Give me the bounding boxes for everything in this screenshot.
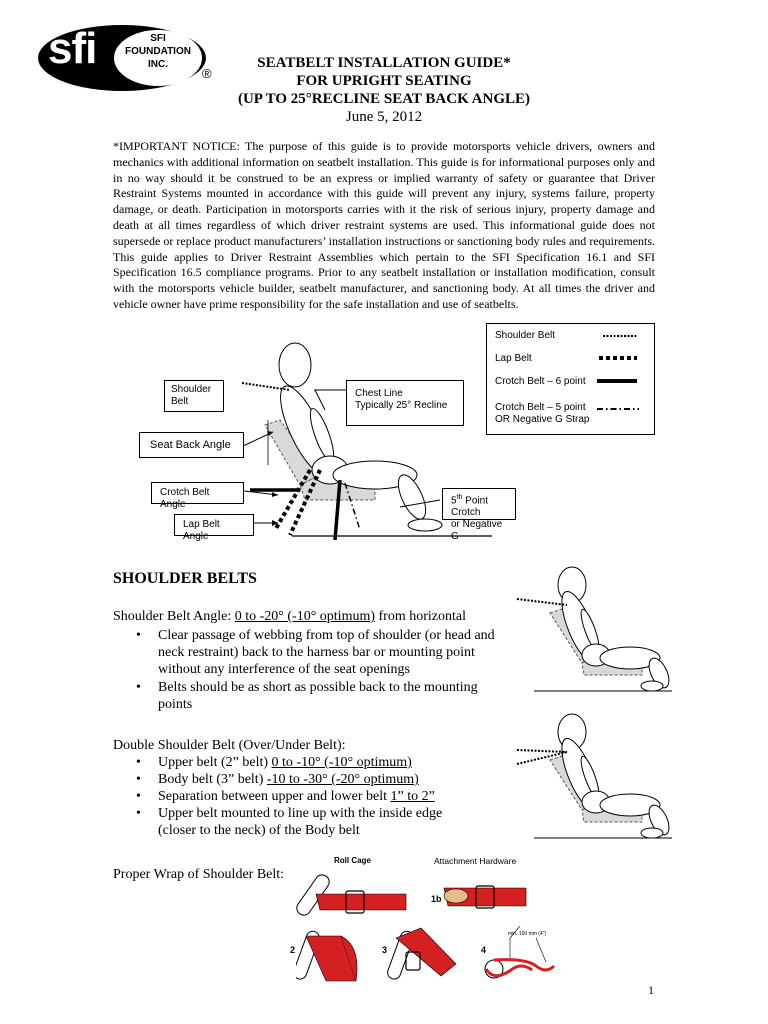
list-item: • Upper belt mounted to line up with the inside edge (closer to the neck) of the Body belt <box>118 805 478 839</box>
document-header <box>200 54 568 126</box>
double-shoulder-heading: Double Shoulder Belt (Over/Under Belt): <box>113 738 346 753</box>
list-item: • Upper belt (2” belt) 0 to -10° (-10° optimum) <box>118 754 478 771</box>
min-length-note: min. 100 mm (4") <box>508 931 547 937</box>
label-crotch-belt-angle-text: Crotch Belt Angle <box>160 487 210 510</box>
wrap-step-3 <box>386 928 456 981</box>
label-shoulder-belt-line2: Belt <box>171 396 189 407</box>
label-fifth-point-line1: 5th Point Crotch <box>451 494 488 519</box>
label-fifth-point <box>442 488 516 543</box>
legend-crotch5-line1: Crotch Belt – 5 point <box>495 402 586 413</box>
label-chest-line <box>346 380 464 426</box>
label-fifth-point-line2: or Negative G <box>451 519 503 543</box>
legend-swatches <box>487 324 654 434</box>
wrap-step-1a <box>296 872 406 918</box>
logo-org-line3: INC. <box>148 59 168 70</box>
label-lap-belt-angle-text: Lap Belt Angle <box>183 519 220 542</box>
logo-org-name <box>118 32 198 71</box>
legend-shoulder-label: Shoulder Belt <box>495 330 556 341</box>
step-3-label: 3 <box>382 945 388 955</box>
logo-org-line2: FOUNDATION <box>125 46 191 57</box>
shoulder-belt-bullets <box>118 627 508 713</box>
wrap-step-2 <box>296 929 357 981</box>
registered-mark: ® <box>202 66 212 81</box>
angle-suffix: from horizontal <box>375 609 466 624</box>
shoulder-angle-figure <box>512 565 682 695</box>
label-chest-line2: Typically 25° Recline <box>355 400 448 411</box>
wrap-step-1b <box>444 886 526 908</box>
list-item: • Separation between upper and lower belt 1” to 2” <box>118 788 478 805</box>
step-2-label: 2 <box>290 945 296 955</box>
roll-cage-label: Roll Cage <box>334 856 371 865</box>
header-title-line1: SEATBELT INSTALLATION GUIDE* <box>257 55 511 71</box>
list-item: • Body belt (3” belt) -10 to -30° (-20° optimum) <box>118 771 478 788</box>
label-seat-back-angle <box>139 432 244 458</box>
label-shoulder-belt-line1: Shoulder <box>171 384 212 395</box>
angle-prefix: Shoulder Belt Angle: <box>113 609 235 624</box>
important-notice: *IMPORTANT NOTICE: The purpose of this guide is to provide motorsports vehicle drivers, owners and mechanics with additional information on seatbelt installation. This guide is for informational purposes only and in no way should it be construed to be an express or implied warranty of safety or guarantee that Driver Restraint Systems mounted in accordance with this guide will prevent any injury, systems failure, property damage, or death. Participation in motorsports carries with it the risk of serious injury, property damage and death at all times regardless of which driver restraint systems are used. This informational guide does not supersede or replace product manufacturers’ installation instructions or sanctioning body rules and requirements. This guide applies to Driver Restraint Assemblies which pertain to the SFI Specification 16.1 and SFI Specification 16.5 compliance programs. Prior to any seatbelt installation or installation modification, consult with the motorsports vehicle builder, seatbelt manufacturer, and sanctioning body. At all times the driver and vehicle owner have prime responsibility for the safe installation and use of seatbelts. <box>113 139 655 311</box>
header-title-line2: FOR UPRIGHT SEATING <box>296 73 472 89</box>
page-number: 1 <box>648 983 654 997</box>
double-shoulder-figure <box>512 712 682 842</box>
angle-value: 0 to -20° (-10° optimum) <box>234 609 376 624</box>
attachment-hardware-label: Attachment Hardware <box>434 856 517 866</box>
shoulder-belt-angle <box>113 608 513 625</box>
step-1b-label: 1b <box>431 894 442 904</box>
label-crotch-belt-angle <box>151 482 244 510</box>
logo-org-line1: SFI <box>150 33 166 44</box>
belt-legend <box>486 323 655 435</box>
step-4-label: 4 <box>481 945 487 955</box>
sfi-logo <box>36 22 226 102</box>
label-chest-line1: Chest Line <box>355 388 403 399</box>
label-seat-back-angle-text: Seat Back Angle <box>150 439 231 451</box>
list-item: • Clear passage of webbing from top of shoulder (or head and neck restraint) back to the harness bar or mounting point without any interference of the seat openings <box>118 627 508 678</box>
legend-crotch6-label: Crotch Belt – 6 point <box>495 376 586 387</box>
double-shoulder-bullets <box>118 754 478 839</box>
wrap-steps-figure <box>296 866 556 986</box>
label-lap-belt-angle <box>174 514 254 542</box>
proper-wrap-label: Proper Wrap of Shoulder Belt: <box>113 867 285 882</box>
legend-lap-label: Lap Belt <box>495 353 532 364</box>
section-heading-shoulder-belts: SHOULDER BELTS <box>113 570 257 587</box>
label-shoulder-belt <box>164 380 224 412</box>
header-date: June 5, 2012 <box>345 109 423 125</box>
wrap-step-4 <box>485 926 554 978</box>
logo-sfi-text: sfi <box>48 24 97 73</box>
header-title-line3: (UP TO 25°RECLINE SEAT BACK ANGLE) <box>237 91 531 107</box>
legend-crotch5-line2: OR Negative G Strap <box>495 414 590 425</box>
list-item: • Belts should be as short as possible back to the mounting points <box>118 679 508 713</box>
